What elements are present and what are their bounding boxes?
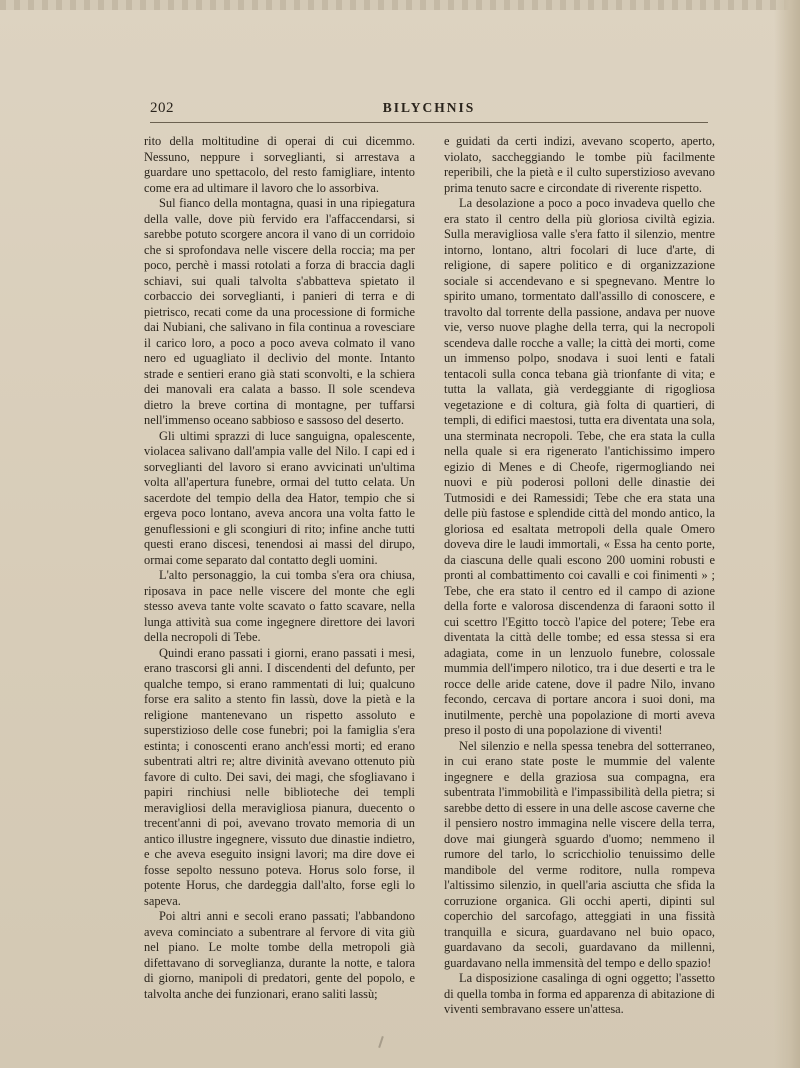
- paragraph: La disposizione casalinga di ogni oggetto; l'assetto di quella tomba in forma ed apparenza di abitazione di viventi sembravano essere un'attesa.: [444, 971, 715, 1016]
- paragraph: L'alto personaggio, la cui tomba s'era ora chiusa, riposava in pace nelle viscere del monte che egli stesso aveva tante volte scavato o fatto scavare, nella lunga attività sua come ingegnere direttore dei lavori della necropoli di Tebe.: [144, 568, 415, 644]
- page-right-edge: [774, 0, 800, 1068]
- paragraph: Quindi erano passati i giorni, erano passati i mesi, erano trascorsi gli anni. I discendenti del defunto, per qualche tempo, si erano rammentati di lui; qualcuno forse era salito a stento fin lassù, dove la pietà e la religione mantenevano un rispetto assoluto e superstizioso delle cose funebri; poi la famiglia s'era estinta; i conoscenti erano anch'essi morti; ed erano subentrati altri re; altre divinità avevano ottenuto più favore di culto. Dei savi, dei magi, che sfogliavano i papiri rinchiusi nelle biblioteche dei templi meravigliosi della meravigliosa pianura, duecento o trecent'anni di poi, avevano trovato memoria di un antico illustre ingegnere, vissuto due dinastie indietro, e che aveva eseguito insigni lavori; ma dire dove ei fosse sepolto nessuno poteva. Horus solo forse, il potente Horus, che dardeggia dall'alto, forse egli lo sapeva.: [144, 645, 415, 908]
- paragraph: rito della moltitudine di operai di cui dicemmo. Nessuno, neppure i sorveglianti, si arrestava a guardare uno spettacolo, del resto famigliare, intento come era ad ultimare il lavoro che lo assorbiva.: [144, 134, 415, 195]
- running-title: BILYCHNIS: [382, 100, 476, 115]
- right-column: [444, 134, 715, 1018]
- paragraph: Gli ultimi sprazzi di luce sanguigna, opalescente, violacea salivano dall'ampia valle del Nilo. I capi ed i sorveglianti del lavoro si erano avvicinati un'ultima volta all'apertura funebre, ormai del tutto celata. Un sacerdote del tempio della dea Hator, tempio che si ergeva poco lontano, aveva ancora una volta fatto le genuflessioni e gli scongiuri di rito; infine anche tutti questi erano discesi, tenendosi ai massi del dirupo, ormai come separato dal contatto degli uomini.: [144, 428, 415, 567]
- page-header: [150, 100, 708, 120]
- pencil-mark: [378, 1036, 384, 1048]
- paragraph: Nel silenzio e nella spessa tenebra del sotterraneo, in cui erano state poste le mummie del valente ingegnere e della graziosa sua compagna, era subentrata l'immobilità e l'impassibilità della pietra; si sarebbe detto di essere in una delle ascose caverne che il pensiero nostro immagina nelle viscere della terra, dove mai giungerà sguardo d'uomo; nemmeno il rumore del tarlo, lo scricchiolio tenuissimo delle mandibole del verme roditore, nulla rompeva l'altissimo silenzio, in quell'aria asciutta che sfida la corruzione organica. Gli occhi aperti, dipinti sul coperchio del sarcofago, atteggiati in una fissità tranquilla e sicura, guardavano nel buio opaco, guardavano da secoli, guardavano da millenni, guardavano nella immensità del tempo e dello spazio!: [444, 738, 715, 970]
- paragraph: e guidati da certi indizi, avevano scoperto, aperto, violato, saccheggiando le tombe più facilmente reperibili, che la pietà e il culto superstizioso avevano prima tenuto sacre e circondate di riverente rispetto.: [444, 134, 715, 195]
- header-rule: [150, 122, 708, 123]
- paragraph: La desolazione a poco a poco invadeva quello che era stato il centro della più gloriosa civiltà egizia. Sulla meravigliosa valle s'era fatto il silenzio, mentre intorno, lontano, altri focolari di luce d'arte, di religione, di sapere politico e di organizzazione sociale si accendevano e si spegnevano. Mentre lo spirito umano, tormentato dall'assillo di conoscere, e travolto dal torrente della passione, andava per nuove vie, verso nuove plaghe della terra, qui la necropoli scendeva dalle rocche a valle; la città dei morti, come un immenso polpo, snodava i suoi lenti e fatali tentacoli sulla conca tebana già trionfante di vita; e tutta la vallata, già verdeggiante di rigogliosa vegetazione e di coltura, già folta di quartieri, di templi, di edifici maestosi, tutta era diventata una sola, una sterminata necropoli. Tebe, che era stata la culla nella quale si era rigenerato l'antichissimo impero egizio di Menes e di Cheofe, rigermogliando nei nuovi e più poderosi polloni delle dinastie dei Tutmosidi e dei Ramessidi; Tebe che era stata una delle più fastose e splendide città del mondo antico, la gloriosa ed esaltata metropoli della quale Omero doveva dire le laudi immortali, « Essa ha cento porte, da ciascuna delle quali escono 200 uomini robusti e pronti al combattimento coi cavalli e coi finimenti » ; Tebe, che era stato il centro ed il campo di azione della forte e valorosa discendenza di faraoni sotto il cui scettro l'Egitto toccò l'apice del potere; Tebe era diventata la città delle tombe; ed essa stessa si era adagiata, come in un lenzuolo funebre, colossale mummia dell'impero nilotico, tra i due deserti e tra le rocce delle aride catene, dove il padre Nilo, invano fecondo, cercava di portare ancora i suoi doni, ma inutilmente, perchè una popolazione di morti aveva preso il posto di una popolazione di viventi!: [444, 196, 715, 737]
- page-top-edge: [0, 0, 800, 10]
- paragraph: Sul fianco della montagna, quasi in una ripiegatura della valle, dove più fervido era l'affaccendarsi, si sarebbe potuto scorgere ancora il vano di un corridoio che si sprofondava nelle viscere della roccia; ma per poco, perchè i massi rotolati a forza di braccia dagli schiavi, sui quali talvolta s'abbatteva spietato il corbaccio dei sorveglianti, i panieri di terra e di pietrisco, recati come da una processione di formiche dai Nubiani, che salivano in fila continua a rovesciare il carico loro, a poco a poco aveva colmato il vano nero ed uguagliato il declivio del monte. Intanto strade e sentieri erano già stati sconvolti, e la schiera dei manovali era calata a basso. Il sole scendeva dietro la breve cortina di montagne, per tuffarsi nell'immenso oceano sabbioso e sassoso del deserto.: [144, 196, 415, 427]
- left-column: [144, 134, 415, 1002]
- paragraph: Poi altri anni e secoli erano passati; l'abbandono aveva cominciato a subentrare al fervore di vita giù nel piano. Le molte tombe della metropoli già difettavano di sorveglianza, durante la notte, e talora di giorno, manipoli di predatori, gente del popolo, e talvolta anche dei funzionari, erano saliti lassù;: [144, 909, 415, 1001]
- page-number: 202: [150, 100, 174, 116]
